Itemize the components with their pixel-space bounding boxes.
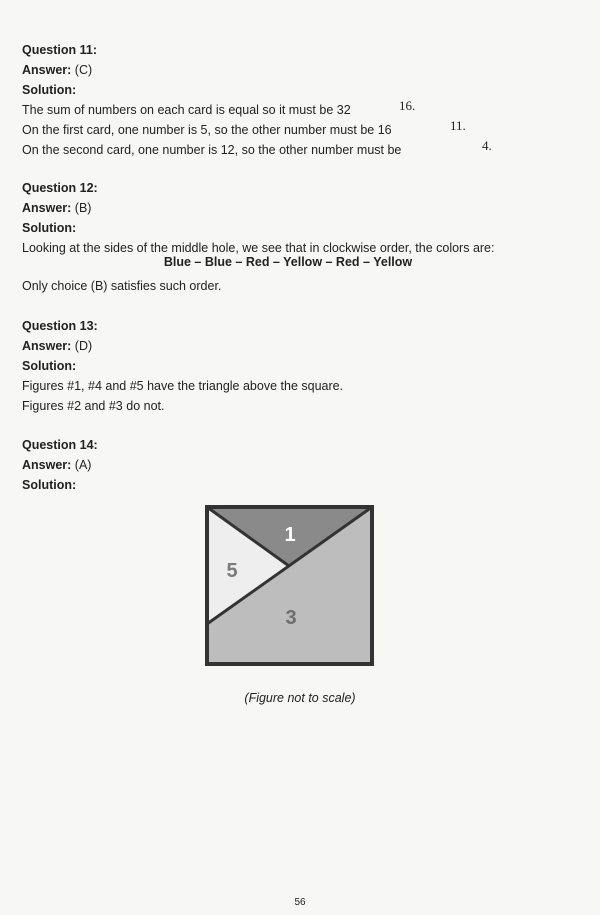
region-label-3: 3 <box>285 607 297 629</box>
question-13-solution-label: Solution: <box>22 359 77 373</box>
question-11-line-3: On the second card, one number is 12, so the other number must be <box>22 143 402 157</box>
question-11-value-3: 4. <box>482 138 492 153</box>
question-13-line-2: Figures #2 and #3 do not. <box>22 399 165 413</box>
question-12-answer: Answer: (B) <box>22 201 92 215</box>
question-11-line-2: On the first card, one number is 5, so the other number must be 16 <box>22 123 392 137</box>
question-12-heading: Question 12: <box>22 181 98 195</box>
question-12-line-2: Only choice (B) satisfies such order. <box>22 279 222 293</box>
region-label-1: 1 <box>284 524 296 546</box>
question-11-value-2: 11. <box>450 118 466 133</box>
page-number: 56 <box>294 897 306 908</box>
figure-caption: (Figure not to scale) <box>244 691 356 705</box>
question-14-answer: Answer: (A) <box>22 458 92 472</box>
region-label-5: 5 <box>226 560 238 582</box>
question-12-color-order: Blue – Blue – Red – Yellow – Red – Yellow <box>163 255 413 269</box>
question-14-heading: Question 14: <box>22 438 98 452</box>
question-11-answer: Answer: (C) <box>22 63 93 77</box>
question-14-solution-label: Solution: <box>22 478 77 492</box>
question-11-line-1: The sum of numbers on each card is equal so it must be 32 <box>22 103 351 117</box>
question-12-solution-label: Solution: <box>22 221 77 235</box>
question-11-value-1: 16. <box>399 98 416 113</box>
question-13-answer: Answer: (D) <box>22 339 93 353</box>
question-11-heading: Question 11: <box>22 43 98 57</box>
question-13-line-1: Figures #1, #4 and #5 have the triangle above the square. <box>22 379 344 393</box>
question-12-line-1: Looking at the sides of the middle hole, we see that in clockwise order, the colors are: <box>22 241 495 255</box>
question-13-heading: Question 13: <box>22 319 98 333</box>
question-11-solution-label: Solution: <box>22 83 77 97</box>
